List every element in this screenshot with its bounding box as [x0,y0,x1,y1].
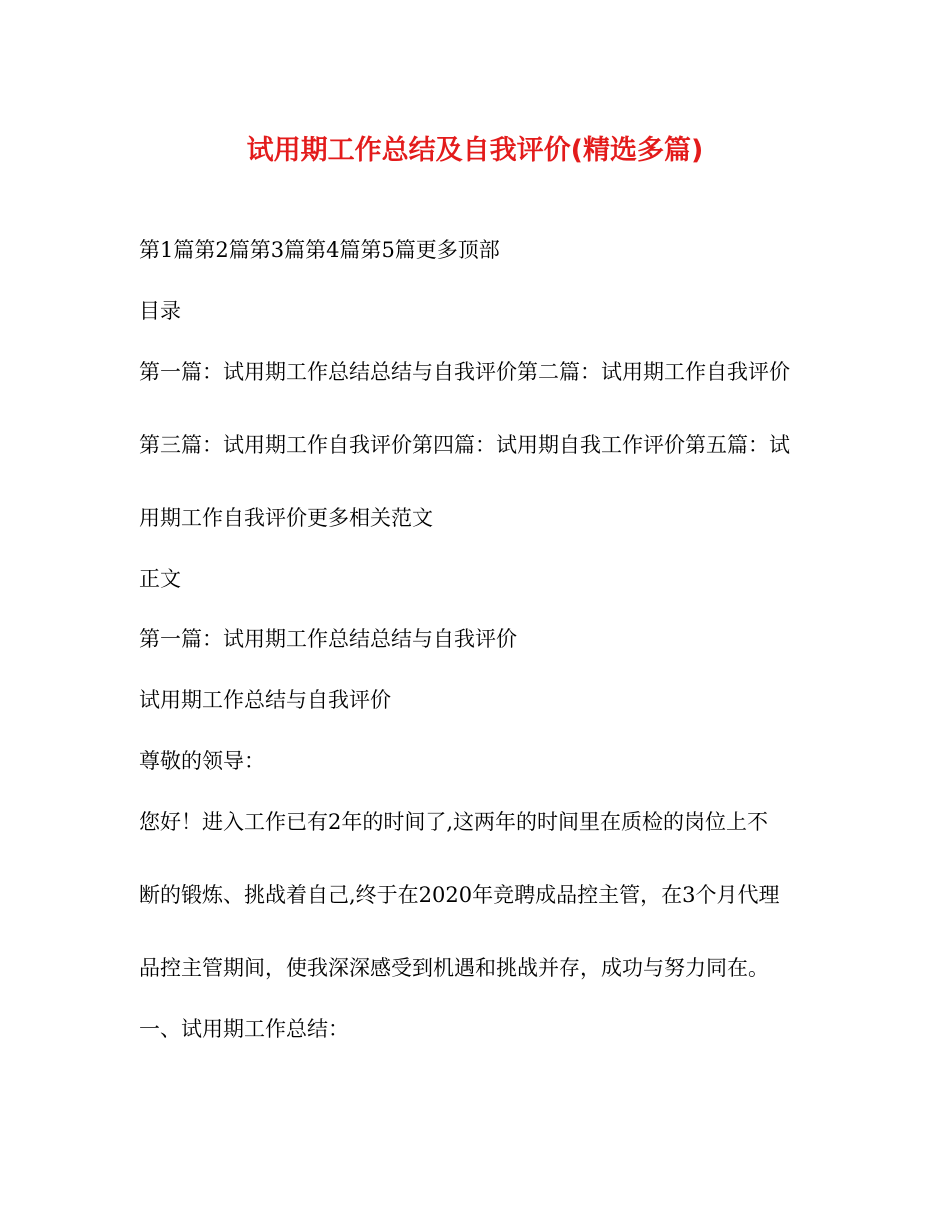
chapter-heading: 第一篇：试用期工作总结总结与自我评价 [139,627,517,651]
toc-line-2: 第三篇：试用期工作自我评价第四篇：试用期自我工作评价第五篇：试 [139,433,790,457]
paragraph-line-1: 您好！进入工作已有2年的时间了,这两年的时间里在质检的岗位上不 [139,810,769,834]
toc-line-1: 第一篇：试用期工作总结总结与自我评价第二篇：试用期工作自我评价 [139,360,790,384]
toc-heading: 目录 [139,299,181,323]
paragraph-line-2: 断的锻炼、挑战着自己,终于在2020年竞聘成品控主管，在3个月代理 [139,883,780,907]
article-title: 试用期工作总结与自我评价 [139,688,391,712]
section-nav-links: 第1篇第2篇第3篇第4篇第5篇更多顶部 [139,238,500,262]
toc-line-3: 用期工作自我评价更多相关范文 [139,506,433,530]
section-heading: 一、试用期工作总结： [139,1017,349,1041]
body-heading: 正文 [139,567,181,591]
paragraph-line-3: 品控主管期间，使我深深感受到机遇和挑战并存，成功与努力同在。 [139,956,769,980]
document-title: 试用期工作总结及自我评价(精选多篇) [246,135,704,166]
salutation: 尊敬的领导： [139,749,265,773]
